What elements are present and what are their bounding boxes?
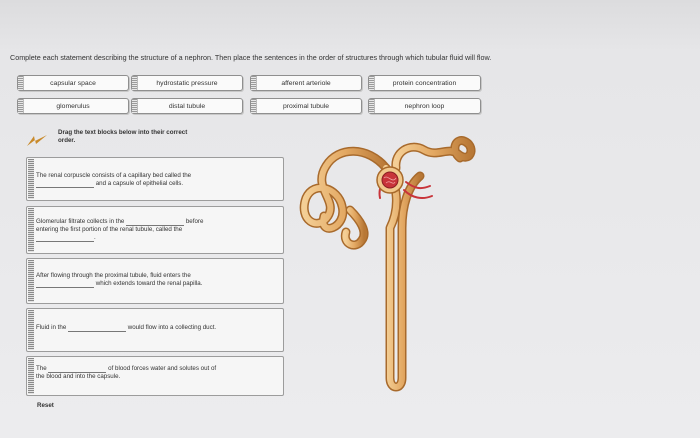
arrow-icon — [26, 133, 48, 147]
drag-handle[interactable] — [369, 76, 375, 90]
sentence-text: Glomerular filtrate collects in the — [36, 218, 125, 225]
glomerulus-capillaries — [382, 172, 398, 188]
chip-nephron-loop[interactable] — [368, 98, 481, 114]
sentence-text: which extends toward the renal papilla. — [95, 280, 203, 287]
sentence-text: . — [94, 234, 96, 241]
drag-handle[interactable] — [18, 76, 24, 90]
chip-capsular-space[interactable] — [17, 75, 129, 91]
chip-glomerulus[interactable] — [17, 98, 129, 114]
sentence-text: the blood and into the capsule. — [36, 373, 121, 380]
sentence-block-4[interactable] — [26, 308, 284, 352]
chip-label: proximal tubule — [282, 102, 330, 110]
blank-drop-zone[interactable] — [36, 280, 94, 288]
instructions: Complete each statement describing the structure of a nephron. Then place the sentences in the order of structures through which tubular fluid will flow. — [10, 53, 492, 62]
chip-label: protein concentration — [392, 79, 457, 87]
drag-handle[interactable] — [28, 310, 34, 350]
drag-handle[interactable] — [28, 208, 34, 252]
sentence-text: would flow into a collecting duct. — [127, 324, 217, 331]
sentence-text: of blood forces water and solutes out of — [108, 365, 217, 372]
reset-button[interactable]: Reset — [37, 402, 54, 409]
hint-text: Drag the text blocks below into their correct order. — [58, 129, 188, 144]
sentence-text: After flowing through the proximal tubule, fluid enters the — [36, 272, 191, 279]
sentence-text: The renal corpuscle consists of a capillary bed called the — [36, 172, 192, 179]
chip-label: hydrostatic pressure — [156, 79, 218, 87]
sentence-block-2[interactable] — [26, 206, 284, 254]
sentence-text: Fluid in the — [36, 324, 67, 331]
chip-label: capsular space — [50, 79, 96, 87]
blank-drop-zone[interactable] — [48, 365, 106, 373]
chip-afferent-arteriole[interactable] — [250, 75, 362, 91]
drag-handle[interactable] — [251, 76, 257, 90]
sentence-text: The — [36, 365, 47, 372]
drag-handle[interactable] — [28, 159, 34, 199]
drag-handle[interactable] — [132, 76, 138, 90]
nephron-illustration — [298, 128, 488, 398]
chip-label: glomerulus — [56, 102, 90, 110]
drag-handle[interactable] — [369, 99, 375, 113]
sentence-text: entering the first portion of the renal tubule, called the — [36, 226, 183, 233]
sentence-text: and a capsule of epithelial cells. — [95, 180, 184, 187]
drag-handle[interactable] — [251, 99, 257, 113]
sentence-block-5[interactable] — [26, 356, 284, 396]
chip-distal-tubule[interactable] — [131, 98, 243, 114]
chip-protein-concentration[interactable] — [368, 75, 481, 91]
chip-label: nephron loop — [404, 102, 445, 110]
chip-hydrostatic-pressure[interactable] — [131, 75, 243, 91]
drag-handle[interactable] — [28, 358, 34, 394]
blank-drop-zone[interactable] — [68, 324, 126, 332]
chip-label: distal tubule — [168, 102, 206, 110]
drag-handle[interactable] — [132, 99, 138, 113]
chip-label: afferent arteriole — [281, 79, 331, 87]
drag-handle[interactable] — [18, 99, 24, 113]
sentence-block-1[interactable] — [26, 157, 284, 201]
sentence-text: before — [185, 218, 204, 225]
blank-drop-zone[interactable] — [126, 218, 184, 226]
chip-proximal-tubule[interactable] — [250, 98, 362, 114]
drag-handle[interactable] — [28, 260, 34, 302]
blank-drop-zone[interactable] — [36, 234, 94, 242]
blank-drop-zone[interactable] — [36, 180, 94, 188]
sentence-block-3[interactable] — [26, 258, 284, 304]
